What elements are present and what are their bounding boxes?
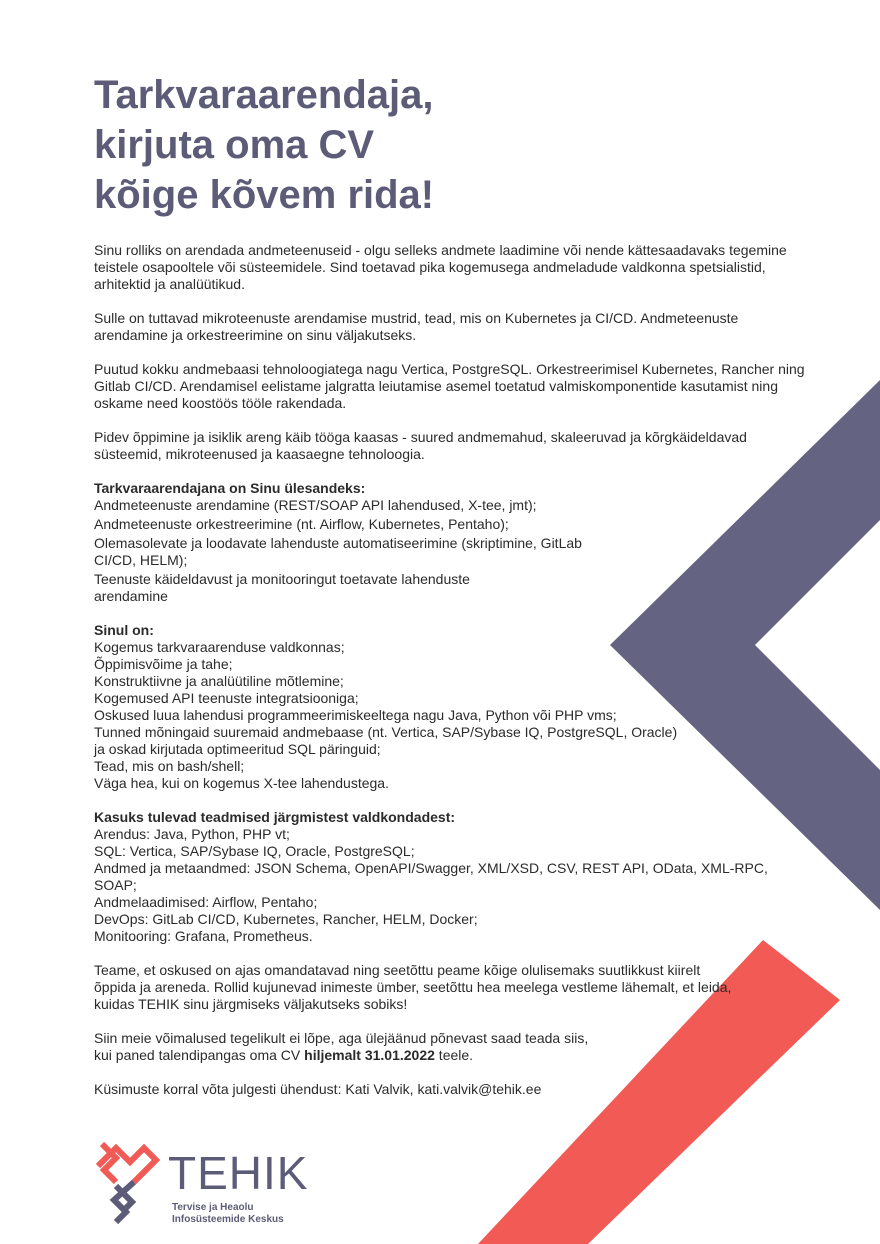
intro-paragraph: Sulle on tuttavad mikroteenuste arendamise mustrid, tead, mis on Kubernetes ja CI/CD. Andmeteenuste arendamine ja orkestreerimine on sinu väljakutseks. bbox=[94, 310, 739, 343]
tehik-logo bbox=[94, 1138, 344, 1230]
intro-paragraph: Pidev õppimine ja isiklik areng käib tööga kaasas - suured andmemahud, skaleeruvad ja kõrgkäideldavad süsteemid, mikroteenused ja kaasaegne tehnoloogia. bbox=[94, 429, 747, 462]
deadline-text: hiljemalt 31.01.2022 bbox=[304, 1047, 435, 1063]
knowledge-list bbox=[94, 826, 814, 945]
list-item: Monitooring: Grafana, Prometheus. bbox=[94, 928, 313, 944]
logo-subtitle-line: Tervise ja Heaolu bbox=[172, 1202, 254, 1213]
list-item: Väga hea, kui on kogemus X-tee lahendustega. bbox=[94, 775, 389, 791]
tasks-title: Tarkvaraarendajana on Sinu ülesandeks: bbox=[94, 480, 366, 496]
list-item: Õppimisvõime ja tahe; bbox=[94, 656, 233, 672]
title-line: kõige kõvem rida! bbox=[94, 173, 435, 217]
list-item: Konstruktiivne ja analüütiline mõtlemine; bbox=[94, 673, 344, 689]
title-line: Tarkvaraarendaja, bbox=[94, 73, 434, 117]
tasks-list bbox=[94, 497, 814, 605]
list-item: DevOps: GitLab CI/CD, Kubernetes, Rancher, HELM, Docker; bbox=[94, 911, 478, 927]
list-item: Kogemused API teenuste integratsiooniga; bbox=[94, 690, 359, 706]
title-line: kirjuta oma CV bbox=[94, 123, 375, 167]
logo-wordmark: TEHIK bbox=[168, 1147, 309, 1199]
list-item: Andmeteenuste orkestreerimine (nt. Airflow, Kubernetes, Pentaho); bbox=[94, 516, 509, 532]
closing-paragraph: Teame, et oskused on ajas omandatavad ning seetõttu peame kõige olulisemaks suutlikkust kiirelt õppida ja areneda. Rollid kujunevad inimeste ümber, seetõttu hea meelega vestleme lähemalt, et leida, kuidas TEHIK sinu järgmiseks väljakutseks sobiks! bbox=[94, 962, 732, 1012]
list-item: Teenuste käideldavust ja monitooringut toetavate lahenduste arendamine bbox=[94, 571, 470, 604]
apply-paragraph bbox=[94, 1030, 604, 1064]
list-item: Arendus: Java, Python, PHP vt; bbox=[94, 826, 290, 842]
list-item: SQL: Vertica, SAP/Sybase IQ, Oracle, PostgreSQL; bbox=[94, 843, 415, 859]
list-item: Tunned mõningaid suuremaid andmebaase (nt. Vertica, SAP/Sybase IQ, PostgreSQL, Oracle) ja oskad kirjutada optimeeritud SQL päringuid; bbox=[94, 724, 678, 757]
intro-paragraph: Puutud kokku andmebaasi tehnoloogiatega nagu Vertica, PostgreSQL. Orkestreerimisel Kubernetes, Rancher ning Gitlab CI/CD. Arendamisel eelistame jalgratta leiutamise asemel toetatud valmiskomponentide kasutamist ning oskame need koostöös tööle rakendada. bbox=[94, 361, 805, 411]
logo-subtitle-line: Infosüsteemide Keskus bbox=[172, 1214, 284, 1225]
list-item: Tead, mis on bash/shell; bbox=[94, 758, 245, 774]
logo-subtitle bbox=[172, 1202, 284, 1226]
knowledge-title: Kasuks tulevad teadmised järgmistest valdkondadest: bbox=[94, 809, 456, 825]
list-item: Kogemus tarkvaraarenduse valdkonnas; bbox=[94, 639, 345, 655]
apply-text-end: teele. bbox=[434, 1047, 474, 1063]
requirements-title: Sinul on: bbox=[94, 622, 154, 638]
intro-paragraph: Sinu rolliks on arendada andmeteenuseid - olgu selleks andmete laadimine või nende kättesaadavaks tegemine teistele osapooltele või süsteemidele. Sind toetavad pika kogemusega andmeladude valdkonna spetsialistid, arhitektid ja analüütikud. bbox=[94, 242, 787, 292]
apply-text: Siin meie võimalused tegelikult ei lõpe, aga ülejäänud põnevast saad teada siis, kui paned talendipangas oma CV bbox=[94, 1030, 589, 1063]
requirements-list bbox=[94, 639, 814, 792]
list-item: Andmed ja metaandmed: JSON Schema, OpenAPI/Swagger, XML/XSD, CSV, REST API, OData, XML-RPC, SOAP; bbox=[94, 860, 768, 893]
page-title bbox=[94, 70, 814, 220]
list-item: Andmeteenuste arendamine (REST/SOAP API lahendused, X-tee, jmt); bbox=[94, 497, 537, 513]
list-item: Olemasolevate ja loodavate lahenduste automatiseerimine (skriptimine, GitLab CI/CD, HELM); bbox=[94, 535, 582, 568]
list-item: Oskused luua lahendusi programmeerimiskeeltega nagu Java, Python või PHP vms; bbox=[94, 707, 617, 723]
list-item: Andmelaadimised: Airflow, Pentaho; bbox=[94, 894, 318, 910]
tehik-heart-logo-icon bbox=[94, 1138, 160, 1224]
job-posting bbox=[94, 70, 814, 1115]
contact-line: Küsimuste korral võta julgesti ühendust: Kati Valvik, kati.valvik@tehik.ee bbox=[94, 1081, 542, 1097]
